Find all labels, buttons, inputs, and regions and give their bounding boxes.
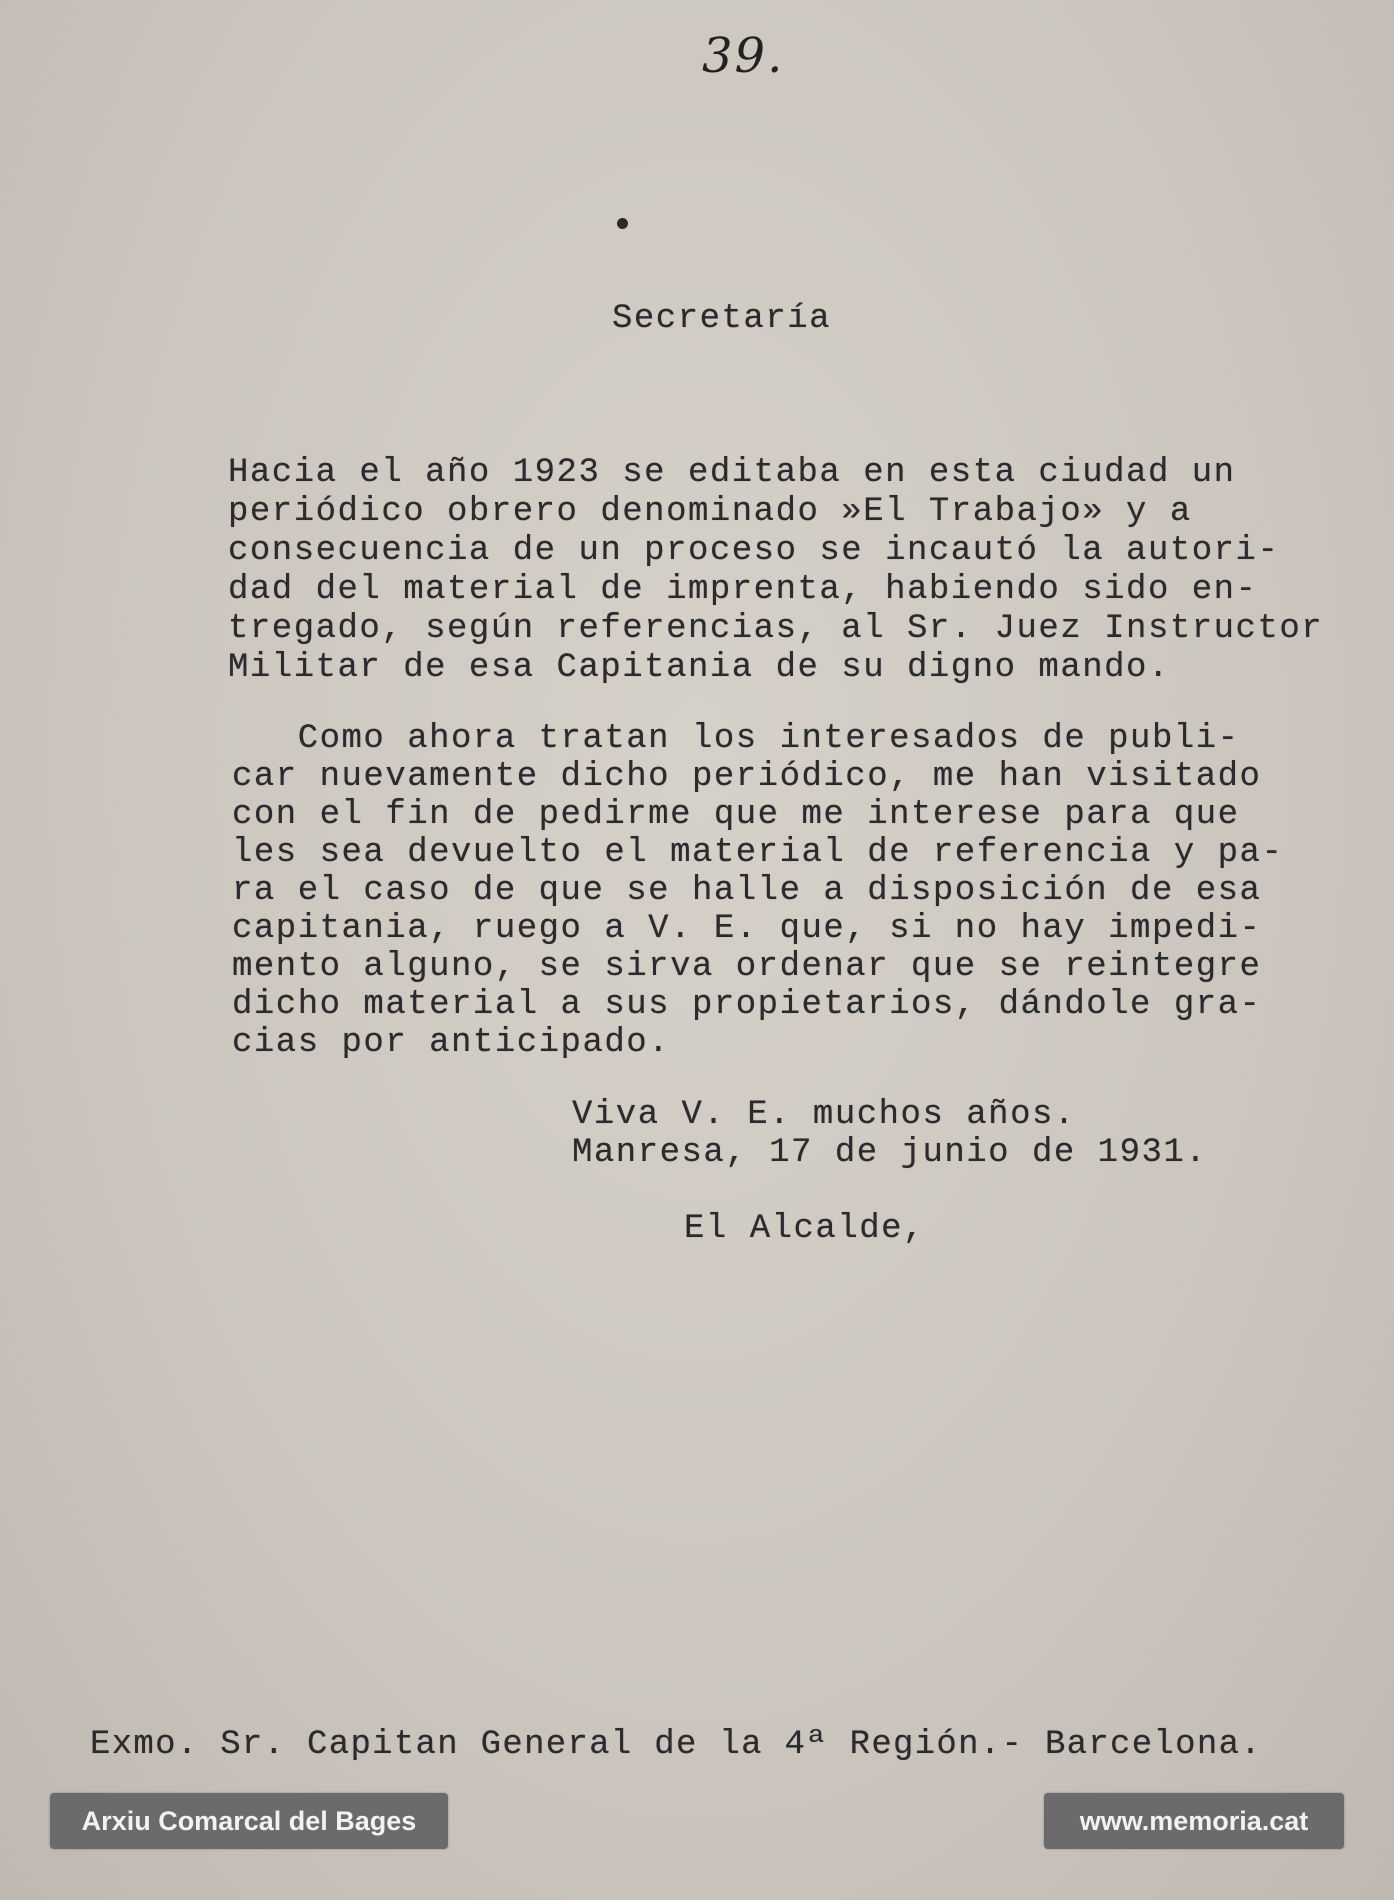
paragraph-1-line: tregado, según referencias, al Sr. Juez Instructor xyxy=(228,610,1324,648)
paragraph-1-line: periódico obrero denominado »El Trabajo» y a xyxy=(228,493,1192,531)
folio-number: 39. xyxy=(702,28,785,84)
paragraph-2-line: Como ahora tratan los interesados de publi- xyxy=(232,720,1240,758)
paragraph-2-line: con el fin de pedirme que me interese para que xyxy=(232,796,1240,834)
paragraph-1-line: consecuencia de un proceso se incautó la autori- xyxy=(228,532,1280,570)
signoff: El Alcalde, xyxy=(684,1210,925,1248)
paragraph-2-line: ra el caso de que se halle a disposición de esa xyxy=(232,872,1262,910)
website-watermark-badge: www.memoria.cat xyxy=(1044,1793,1344,1849)
place-and-date: Manresa, 17 de junio de 1931. xyxy=(572,1134,1208,1172)
paragraph-2-line: dicho material a sus propietarios, dándole gra- xyxy=(232,986,1262,1024)
paragraph-2-line: cias por anticipado. xyxy=(232,1024,671,1062)
paragraph-1-line: dad del material de imprenta, habiendo sido en- xyxy=(228,571,1258,609)
paragraph-1-line: Militar de esa Capitania de su digno mando. xyxy=(228,649,1170,687)
ink-dot xyxy=(617,218,628,229)
closing-salutation: Viva V. E. muchos años. xyxy=(572,1096,1076,1134)
paragraph-2-line: les sea devuelto el material de referencia y pa- xyxy=(232,834,1284,872)
paragraph-1-line: Hacia el año 1923 se editaba en esta ciudad un xyxy=(228,454,1236,492)
paragraph-2-line: mento alguno, se sirva ordenar que se reintegre xyxy=(232,948,1262,986)
addressee: Exmo. Sr. Capitan General de la 4ª Región.- Barcelona. xyxy=(90,1726,1262,1764)
archive-watermark-badge: Arxiu Comarcal del Bages xyxy=(50,1793,448,1849)
document-heading: Secretaría xyxy=(612,300,832,338)
paragraph-2-line: capitania, ruego a V. E. que, si no hay impedi- xyxy=(232,910,1262,948)
paragraph-2-line: car nuevamente dicho periódico, me han visitado xyxy=(232,758,1262,796)
